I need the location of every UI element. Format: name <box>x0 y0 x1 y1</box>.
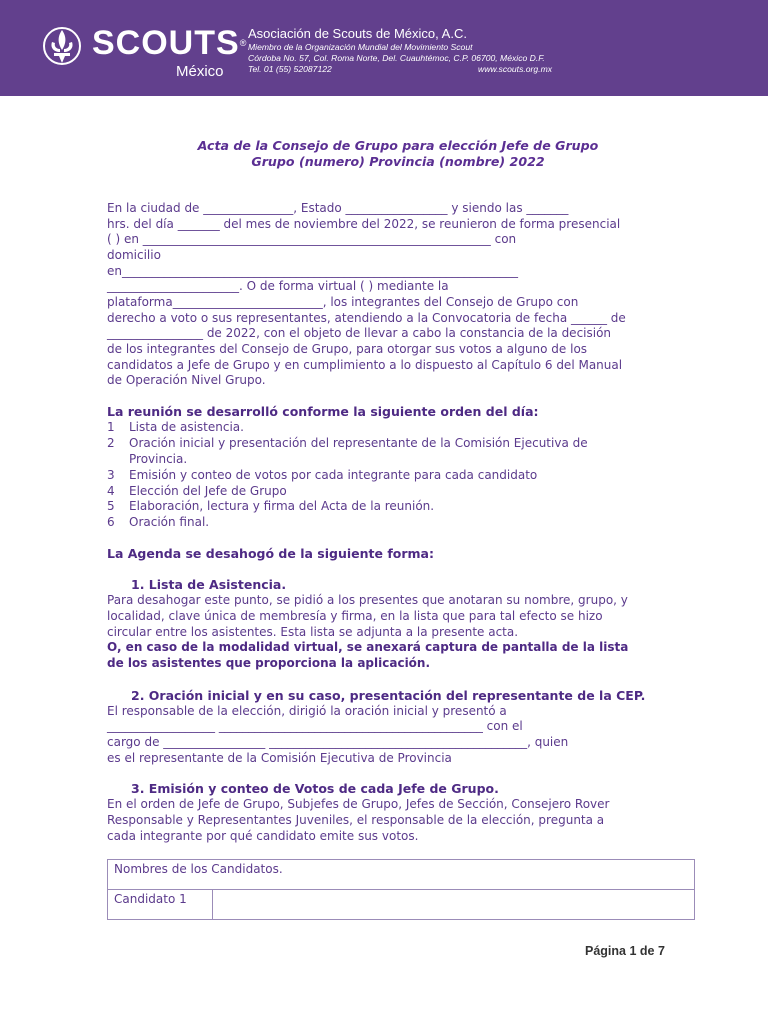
order-item: 5 Elaboración, lectura y firma del Acta de la reunión. <box>107 499 435 513</box>
intro-line: en__________________________________________________________________ <box>107 264 518 278</box>
section-1-line: circular entre los asistentes. Esta lista se adjunta a la presente acta. <box>107 625 519 639</box>
order-item: 1 Lista de asistencia. <box>107 420 244 434</box>
organization-name: Asociación de Scouts de México, A.C. <box>248 26 467 41</box>
section-1-virtual-note: de los asistentes que proporciona la aplicación. <box>107 656 431 670</box>
intro-line: ______________________. O de forma virtual ( ) mediante la <box>107 279 449 293</box>
candidate-value-cell <box>213 890 695 920</box>
intro-line: En la ciudad de _______________, Estado _________________ y siendo las _______ <box>107 201 569 215</box>
order-item: Provincia. <box>129 452 188 466</box>
intro-line: hrs. del día _______ del mes de noviembre del 2022, se reunieron de forma presencial <box>107 217 621 231</box>
organization-contact <box>248 64 553 75</box>
fleur-de-lis-icon <box>42 22 82 74</box>
candidates-table <box>107 859 695 920</box>
intro-line: candidatos a Jefe de Grupo y en cumplimiento a lo dispuesto al Capítulo 6 del Manual <box>107 358 623 372</box>
section-1-line: Para desahogar este punto, se pidió a los presentes que anotaran su nombre, grupo, y <box>107 593 628 607</box>
section-3-heading: 3. Emisión y conteo de Votos de cada Jefe de Grupo. <box>131 781 499 796</box>
intro-line: domicilio <box>107 248 161 262</box>
organization-website: www.scouts.org.mx <box>478 64 553 75</box>
page-number: Página 1 de 7 <box>585 944 665 958</box>
organization-info <box>248 26 553 76</box>
section-2-line: cargo de _________________ ___________________________________________, quien <box>107 735 569 749</box>
order-heading: La reunión se desarrolló conforme la siguiente orden del día: <box>107 404 539 419</box>
intro-line: de los integrantes del Consejo de Grupo, para otorgar sus votos a alguno de los <box>107 342 588 356</box>
organization-phone: Tel. 01 (55) 52087122 <box>248 64 332 75</box>
document-title: Acta de la Consejo de Grupo para elección Jefe de Grupo <box>197 138 599 153</box>
section-1-virtual-note: O, en caso de la modalidad virtual, se anexará captura de pantalla de la lista <box>107 640 629 654</box>
letterhead-banner <box>0 0 768 96</box>
organization-address: Córdoba No. 57, Col. Roma Norte, Del. Cuauhtémoc, C.P. 06700, México D.F. <box>248 53 545 64</box>
section-2-line: __________________ ____________________________________________ con el <box>107 719 523 733</box>
section-2-line: es el representante de la Comisión Ejecutiva de Provincia <box>107 751 452 765</box>
order-item: 4 Elección del Jefe de Grupo <box>107 484 287 498</box>
candidates-table-header: Nombres de los Candidatos. <box>108 860 695 890</box>
section-2-heading: 2. Oración inicial y en su caso, presentación del representante de la CEP. <box>131 688 646 703</box>
section-1-line: localidad, clave única de membresía y firma, en la lista que para tal efecto se hizo <box>107 609 603 623</box>
intro-line: de Operación Nivel Grupo. <box>107 373 266 387</box>
intro-line: ( ) en __________________________________________________________ con <box>107 232 517 246</box>
organization-membership: Miembro de la Organización Mundial del Movimiento Scout <box>248 42 473 52</box>
brand-name: SCOUTS® <box>92 24 248 62</box>
document-subtitle: Grupo (numero) Provincia (nombre) 2022 <box>251 154 545 169</box>
order-item: 6 Oración final. <box>107 515 210 529</box>
candidate-cell: Candidato 1 <box>108 890 213 920</box>
brand-subtitle: México <box>176 63 224 80</box>
order-item: 3 Emisión y conteo de votos por cada integrante para cada candidato <box>107 468 538 482</box>
intro-line: derecho a voto o sus representantes, atendiendo a la Convocatoria de fecha ______ de <box>107 311 626 325</box>
intro-line: plataforma_________________________, los integrantes del Consejo de Grupo con <box>107 295 579 309</box>
order-item: 2 Oración inicial y presentación del representante de la Comisión Ejecutiva de <box>107 436 588 450</box>
section-3-line: Responsable y Representantes Juveniles, el responsable de la elección, pregunta a <box>107 813 605 827</box>
agenda-heading: La Agenda se desahogó de la siguiente forma: <box>107 546 434 561</box>
section-1-heading: 1. Lista de Asistencia. <box>131 577 287 592</box>
section-2-line: El responsable de la elección, dirigió la oración inicial y presentó a <box>107 704 507 718</box>
section-3-line: En el orden de Jefe de Grupo, Subjefes de Grupo, Jefes de Sección, Consejero Rover <box>107 797 610 811</box>
section-3-line: cada integrante por qué candidato emite sus votos. <box>107 829 419 843</box>
intro-line: ________________ de 2022, con el objeto de llevar a cabo la constancia de la decisión <box>107 326 612 340</box>
